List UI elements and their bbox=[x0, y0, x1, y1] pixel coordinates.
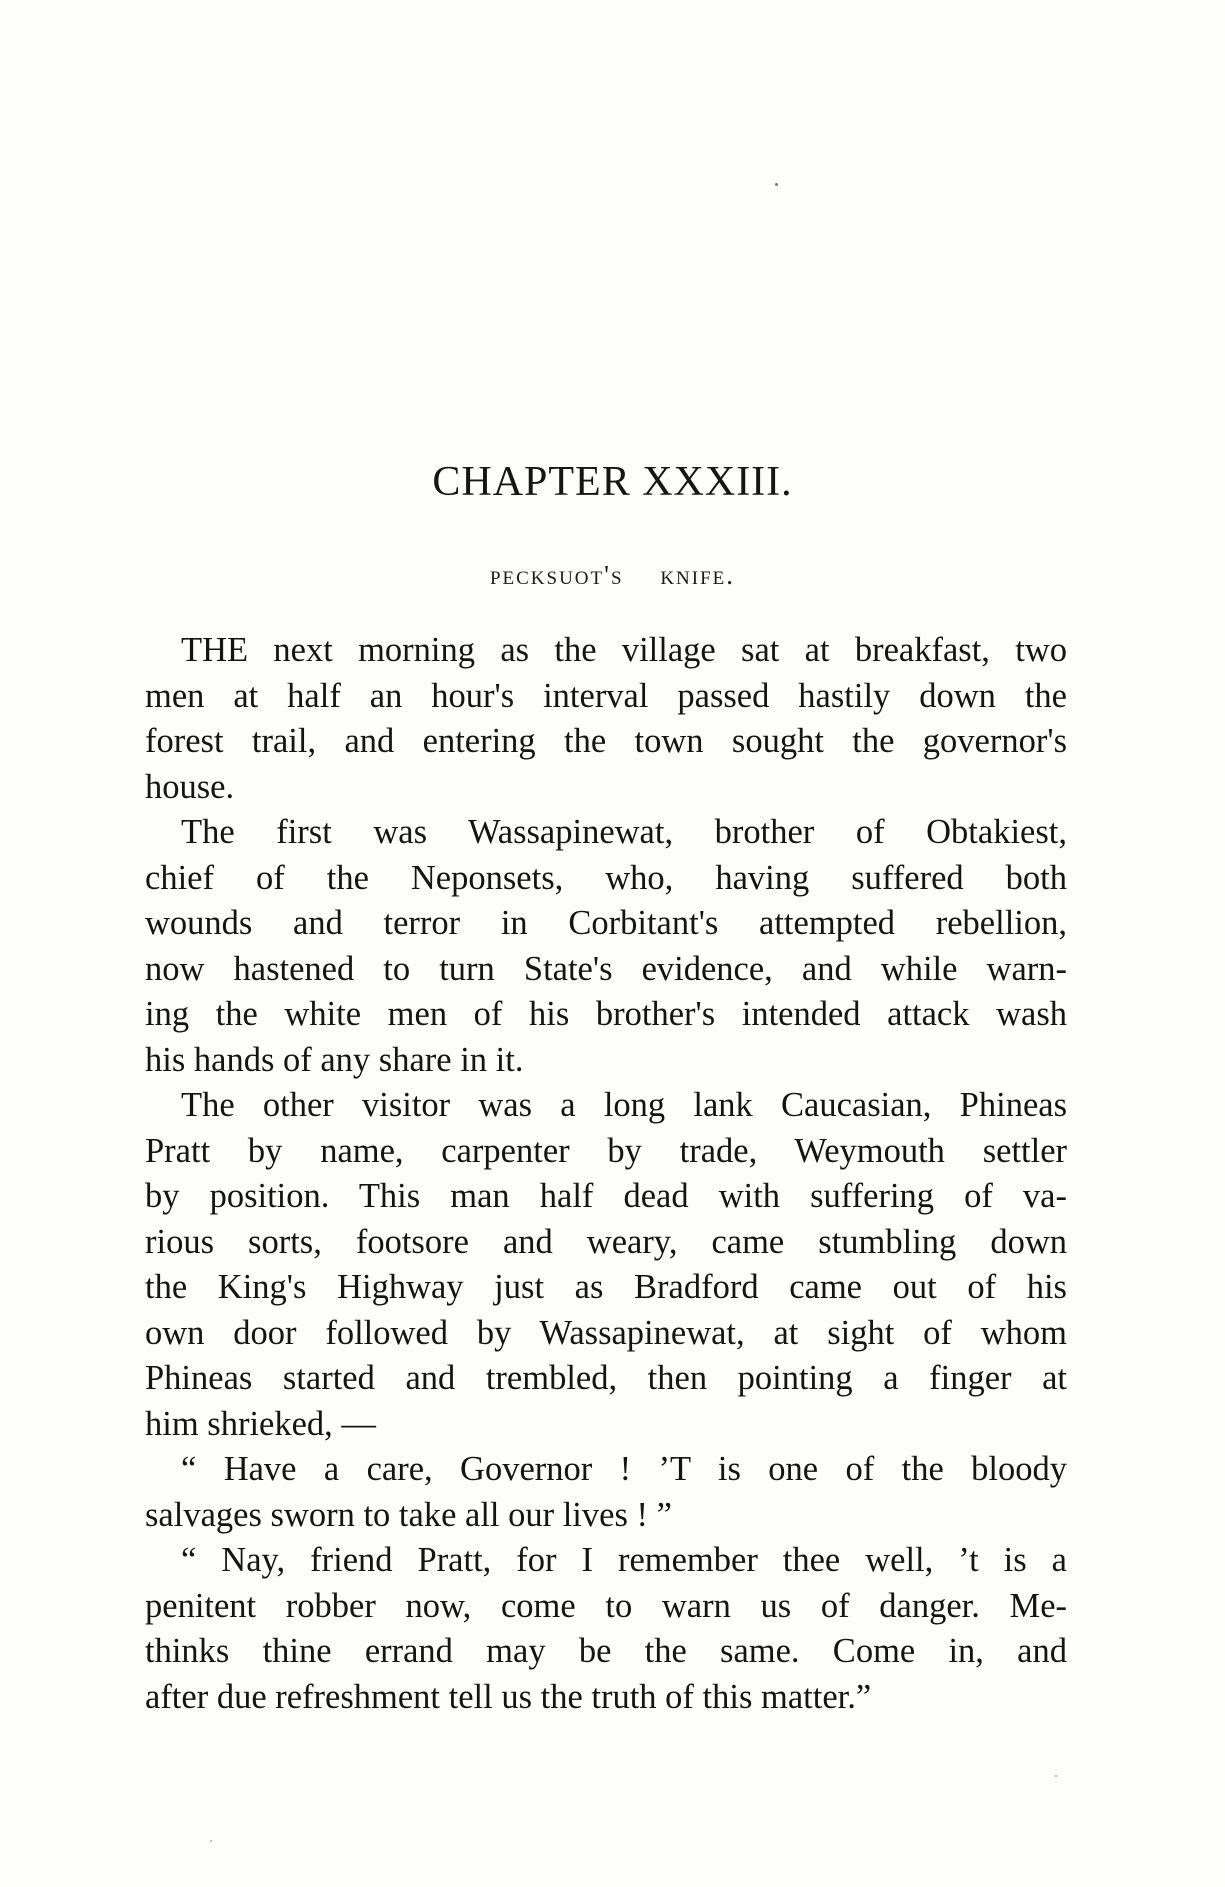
text-line: after due refreshment tell us the truth of this matter.” bbox=[145, 1677, 872, 1716]
text-line: penitent robber now, come to warn us of danger. Me- bbox=[145, 1586, 1067, 1625]
paragraph bbox=[145, 628, 1067, 810]
text-line: “ Nay, friend Pratt, for I remember thee well, ’t is a bbox=[181, 1541, 1067, 1579]
text-line: “ Have a care, Governor ! ’T is one of the bloody bbox=[181, 1450, 1067, 1488]
text-line: Pratt by name, carpenter by trade, Weymouth settler bbox=[145, 1131, 1067, 1170]
text-line: forest trail, and entering the town sought the governor's bbox=[145, 722, 1067, 760]
text-line bbox=[145, 628, 1067, 674]
paragraph bbox=[145, 1538, 1067, 1720]
paper-speck bbox=[210, 1840, 212, 1842]
text-line: by position. This man half dead with suffering of va- bbox=[145, 1177, 1067, 1215]
paragraph bbox=[145, 810, 1067, 1083]
text-line: him shrieked, — bbox=[145, 1404, 376, 1443]
chapter-subtitle bbox=[0, 560, 1225, 591]
paper-speck bbox=[775, 183, 778, 186]
text-line: now hastened to turn State's evidence, and while warn- bbox=[145, 949, 1067, 988]
chapter-body bbox=[145, 628, 1067, 1720]
text-line: his hands of any share in it. bbox=[145, 1040, 524, 1079]
drop-word: THE bbox=[181, 631, 249, 669]
text-line: chief of the Neponsets, who, having suffered both bbox=[145, 858, 1067, 897]
text-line: rious sorts, footsore and weary, came stumbling down bbox=[145, 1222, 1067, 1261]
text-line: The other visitor was a long lank Caucasian, Phineas bbox=[181, 1086, 1067, 1124]
text-line: Phineas started and trembled, then pointing a finger at bbox=[145, 1359, 1067, 1397]
text-line: house. bbox=[145, 767, 235, 806]
text-line: the King's Highway just as Bradford came out of his bbox=[145, 1268, 1067, 1306]
text-line: own door followed by Wassapinewat, at sight of whom bbox=[145, 1313, 1067, 1352]
text-line: wounds and terror in Corbitant's attempted rebellion, bbox=[145, 904, 1067, 942]
paragraph bbox=[145, 1083, 1067, 1447]
text-line: ing the white men of his brother's intended attack wash bbox=[145, 995, 1067, 1033]
chapter-title: CHAPTER XXXIII. bbox=[432, 459, 793, 505]
text-line: men at half an hour's interval passed hastily down the bbox=[145, 676, 1067, 715]
text-line: salvages sworn to take all our lives ! ” bbox=[145, 1495, 672, 1534]
paper-speck bbox=[1055, 1775, 1057, 1777]
paragraph bbox=[145, 1447, 1067, 1538]
chapter-subtitle-word: pecksuot's bbox=[489, 560, 624, 590]
chapter-subtitle-word: knife. bbox=[660, 560, 736, 590]
text-line: The first was Wassapinewat, brother of Obtakiest, bbox=[181, 813, 1067, 851]
text-line: thinks thine errand may be the same. Come in, and bbox=[145, 1632, 1067, 1670]
text-line-content: next morning as the village sat at breakfast, two bbox=[248, 631, 1067, 669]
